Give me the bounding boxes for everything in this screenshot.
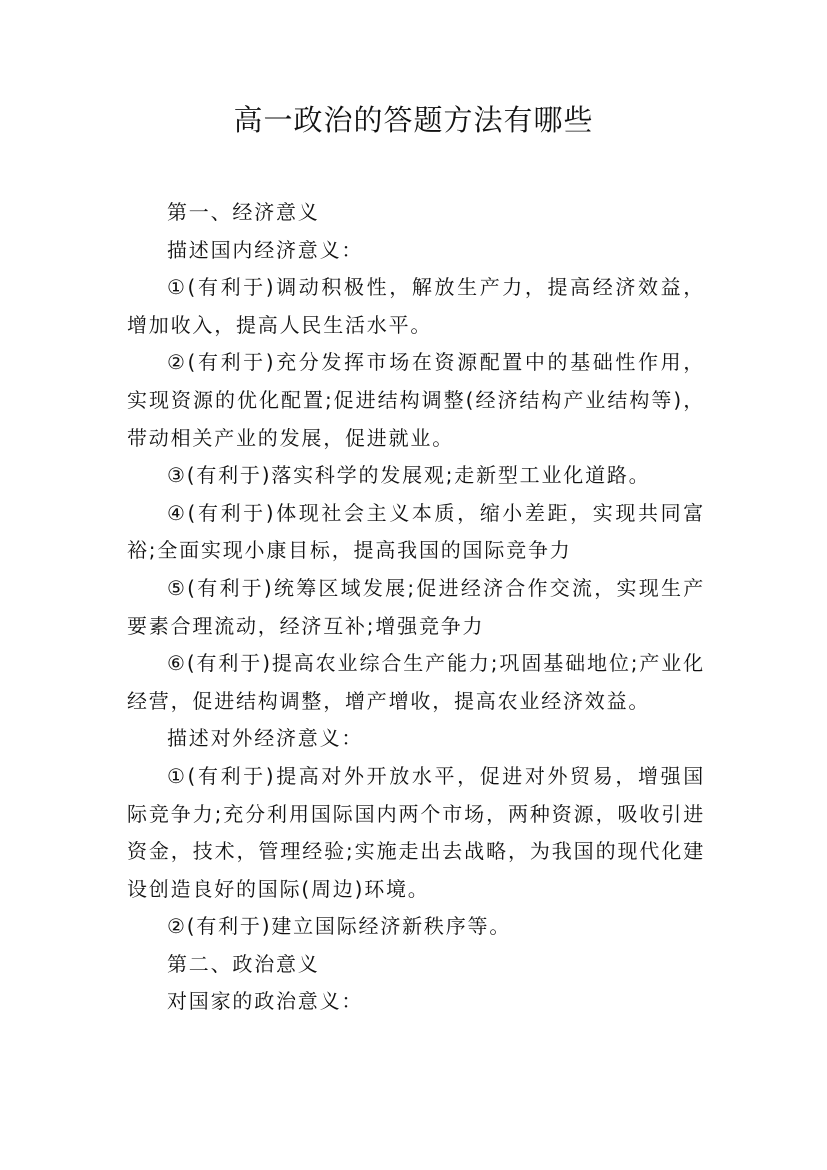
subheading-national-political: 对国家的政治意义： xyxy=(167,989,364,1014)
paragraph-item-3: ③(有利于)落实科学的发展观;走新型工业化道路。 xyxy=(167,463,651,488)
section-heading-economic: 第一、经济意义 xyxy=(167,200,320,224)
paragraph-item-1: ①(有利于)调动积极性，解放生产力，提高经济效益，增加收入，提高人民生活水平。 xyxy=(127,275,705,337)
paragraph-item-5: ⑤(有利于)统筹区域发展;促进经济合作交流，实现生产要素合理流动，经济互补;增强竞争力 xyxy=(127,575,705,638)
paragraph-foreign-item-2: ②(有利于)建立国际经济新秩序等。 xyxy=(167,914,512,939)
document-body xyxy=(127,194,705,1021)
paragraph-item-2: ②(有利于)充分发挥市场在资源配置中的基础性作用，实现资源的优化配置;促进结构调整(经济结构产业结构等)，带动相关产业的发展，促进就业。 xyxy=(127,350,705,450)
paragraph-foreign-item-1: ①(有利于)提高对外开放水平，促进对外贸易，增强国际竞争力;充分利用国际国内两个市场，两种资源，吸收引进资金，技术，管理经验;实施走出去战略，为我国的现代化建设创造良好的国际(周边)环境。 xyxy=(127,763,705,901)
paragraph-item-6: ⑥(有利于)提高农业综合生产能力;巩固基础地位;产业化经营，促进结构调整，增产增收，提高农业经济效益。 xyxy=(127,651,705,713)
subheading-domestic-economic: 描述国内经济意义： xyxy=(167,237,364,262)
subheading-foreign-economic: 描述对外经济意义： xyxy=(167,726,364,751)
paragraph-item-4: ④(有利于)体现社会主义本质，缩小差距，实现共同富裕;全面实现小康目标，提高我国的国际竞争力 xyxy=(127,500,705,563)
section-heading-political: 第二、政治意义 xyxy=(167,951,320,976)
document-title: 高一政治的答题方法有哪些 xyxy=(233,103,594,137)
